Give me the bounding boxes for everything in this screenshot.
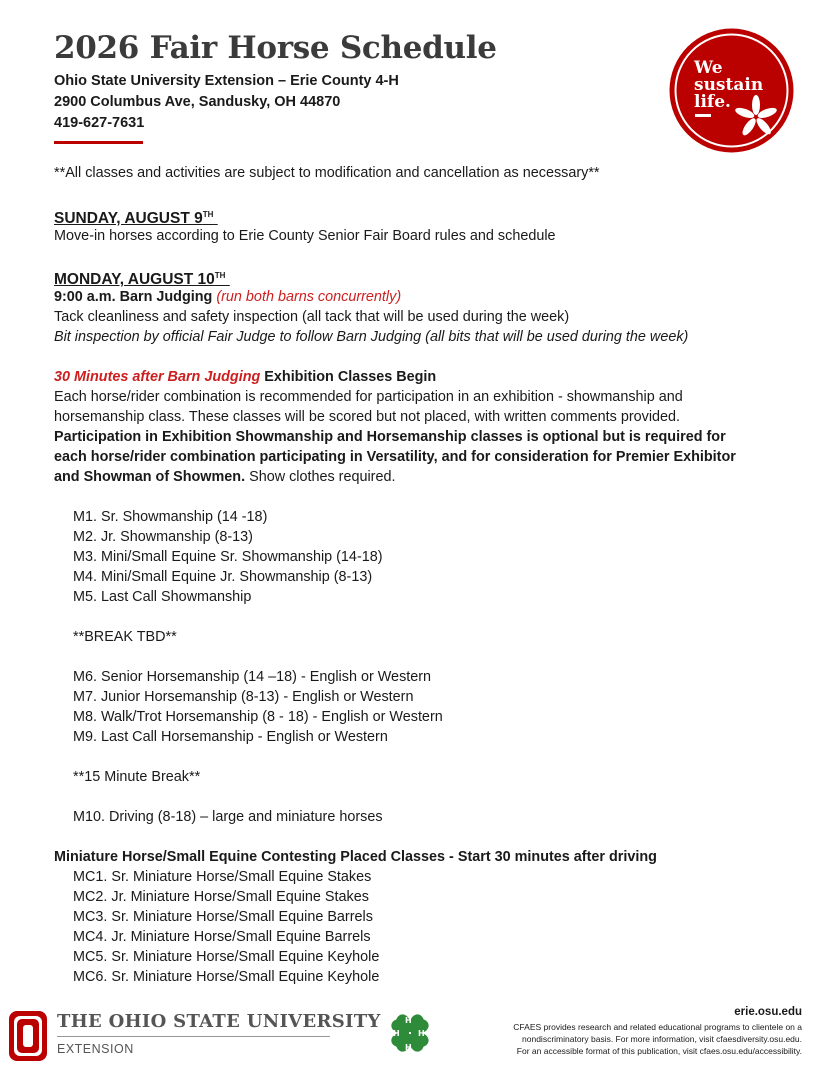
- list-item: M7. Junior Horsemanship (8-13) - English or Western: [73, 689, 414, 705]
- svg-text:H: H: [405, 1043, 412, 1052]
- barn-judging-line: 9:00 a.m. Barn Judging (run both barns concurrently): [54, 289, 402, 305]
- list-item: MC1. Sr. Miniature Horse/Small Equine Stakes: [73, 869, 372, 885]
- list-item: M6. Senior Horsemanship (14 –18) - English or Western: [73, 669, 432, 685]
- page-title: 2026 Fair Horse Schedule: [54, 30, 497, 66]
- exhibition-para-1: Each horse/rider combination is recommended for participation in an exhibition - showmanship and: [54, 389, 683, 405]
- list-item: MC4. Jr. Miniature Horse/Small Equine Barrels: [73, 929, 371, 945]
- exhibition-bold-2: each horse/rider combination participating in Versatility, and for consideration for Premier Exhibitor: [54, 449, 736, 465]
- break-note: **15 Minute Break**: [73, 769, 201, 785]
- logo-word-3: life.: [694, 92, 731, 112]
- break-note: **BREAK TBD**: [73, 629, 177, 645]
- footer-line-2: nondiscriminatory basis. For more information, visit cfaesdiversity.osu.edu.: [522, 1034, 802, 1044]
- sunday-heading: SUNDAY, AUGUST 9TH: [54, 210, 214, 228]
- svg-text:H: H: [405, 1016, 412, 1025]
- list-item: M9. Last Call Horsemanship - English or Western: [73, 729, 388, 745]
- exhibition-heading: 30 Minutes after Barn Judging Exhibition Classes Begin: [54, 369, 437, 385]
- svg-text:H: H: [418, 1029, 425, 1038]
- 4h-clover-icon: [385, 1008, 435, 1058]
- osu-wordmark: THE OHIO STATE UNIVERSITY: [57, 1011, 381, 1032]
- footer-line-1: CFAES provides research and related educational programs to clientele on a: [513, 1022, 802, 1032]
- logo-word-2: sustain: [694, 75, 764, 95]
- header-rule: [54, 141, 143, 144]
- exhibition-para-2: horsemanship class. These classes will be scored but not placed, with written comments provided.: [54, 409, 681, 425]
- notice-text: **All classes and activities are subject to modification and cancellation as necessary**: [54, 165, 600, 181]
- monday-heading: MONDAY, AUGUST 10TH: [54, 271, 226, 289]
- org-address: 2900 Columbus Ave, Sandusky, OH 44870: [54, 94, 341, 110]
- footer-line-3: For an accessible format of this publication, visit cfaes.osu.edu/accessibility.: [516, 1046, 802, 1056]
- list-item: M10. Driving (8-18) – large and miniature horses: [73, 809, 383, 825]
- list-item: M2. Jr. Showmanship (8-13): [73, 529, 253, 545]
- footer-url: erie.osu.edu: [734, 1006, 802, 1018]
- list-item: M8. Walk/Trot Horsemanship (8 - 18) - English or Western: [73, 709, 443, 725]
- extension-label: EXTENSION: [57, 1042, 134, 1056]
- list-item: M4. Mini/Small Equine Jr. Showmanship (8-13): [73, 569, 373, 585]
- list-item: M3. Mini/Small Equine Sr. Showmanship (14-18): [73, 549, 383, 565]
- tack-inspection: Tack cleanliness and safety inspection (all tack that will be used during the week): [54, 309, 570, 325]
- list-item: MC3. Sr. Miniature Horse/Small Equine Barrels: [73, 909, 373, 925]
- svg-text:H: H: [393, 1029, 400, 1038]
- logo-word-1: We: [694, 58, 723, 78]
- list-item: M5. Last Call Showmanship: [73, 589, 252, 605]
- list-item: MC6. Sr. Miniature Horse/Small Equine Keyhole: [73, 969, 380, 985]
- sunday-text: Move-in horses according to Erie County Senior Fair Board rules and schedule: [54, 228, 556, 244]
- bit-inspection: Bit inspection by official Fair Judge to follow Barn Judging (all bits that will be used during the week): [54, 329, 689, 345]
- we-sustain-life-logo: [668, 27, 795, 154]
- org-name: Ohio State University Extension – Erie County 4-H: [54, 73, 399, 89]
- org-phone: 419-627-7631: [54, 115, 145, 131]
- list-item: MC5. Sr. Miniature Horse/Small Equine Keyhole: [73, 949, 380, 965]
- exhibition-bold-1: Participation in Exhibition Showmanship and Horsemanship classes is optional but is required for: [54, 429, 726, 445]
- wordmark-rule: [57, 1036, 330, 1037]
- list-item: MC2. Jr. Miniature Horse/Small Equine Stakes: [73, 889, 369, 905]
- list-item: M1. Sr. Showmanship (14 -18): [73, 509, 268, 525]
- osu-block-o-icon: [8, 1010, 48, 1062]
- mini-heading: Miniature Horse/Small Equine Contesting Placed Classes - Start 30 minutes after driving: [54, 849, 657, 865]
- exhibition-bold-3: and Showman of Showmen. Show clothes required.: [54, 469, 396, 485]
